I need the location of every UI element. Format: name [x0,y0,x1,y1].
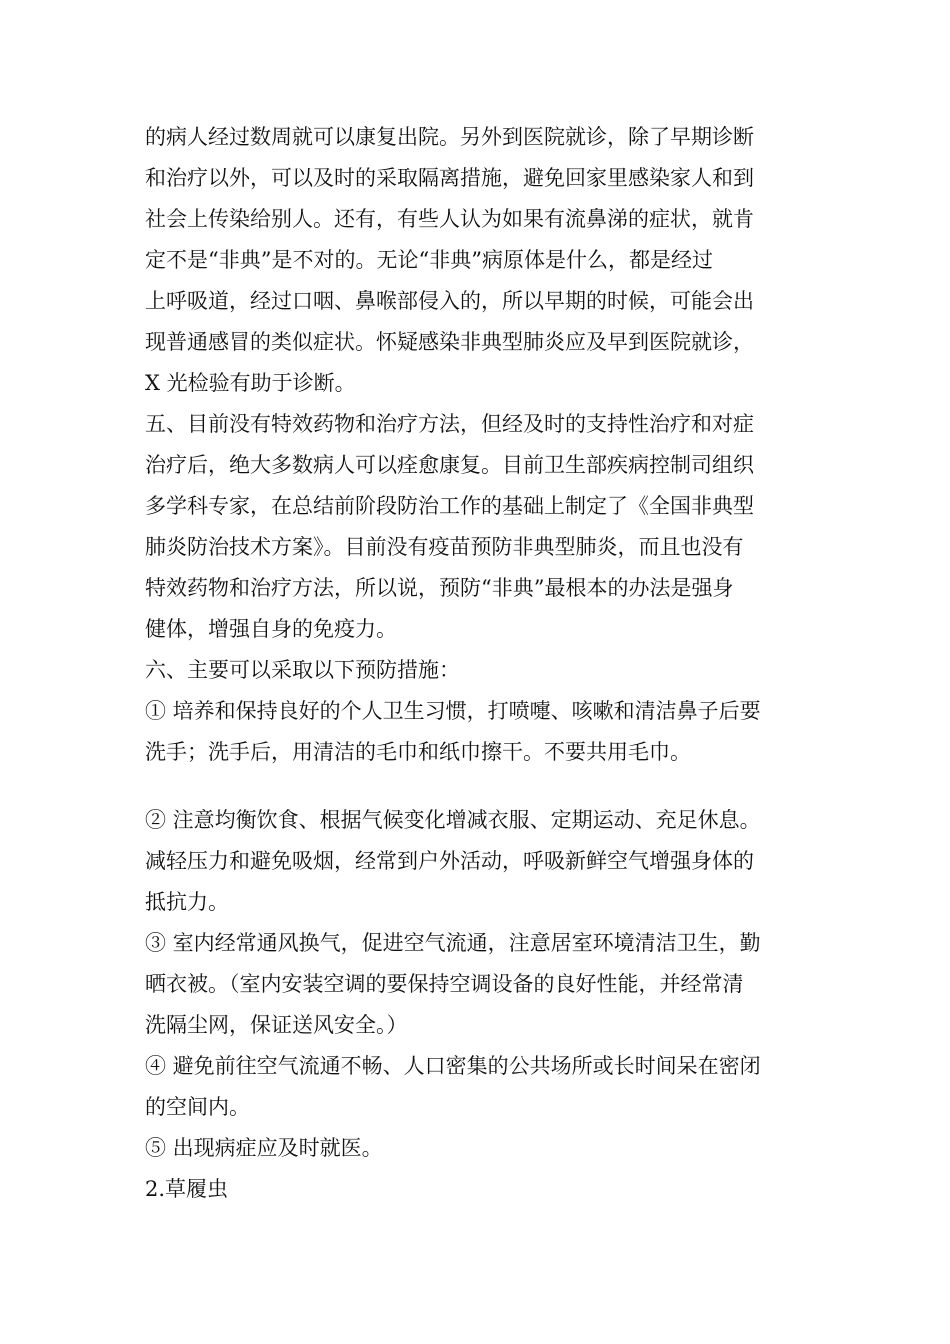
text-line: 洗隔尘网，保证送风安全。） [145,1013,408,1037]
prevention-measure-3 [145,923,825,1046]
text-line: 洗手；洗手后，用清洁的毛巾和纸巾擦干。不要共用毛巾。 [145,740,691,764]
text-line: 肺炎防治技术方案》。目前没有疫苗预防非典型肺炎，而且也没有 [145,535,744,559]
paragraph-4-continued [145,117,825,404]
text-line: 多学科专家，在总结前阶段防治工作的基础上制定了《全国非典型 [145,494,754,518]
text-line: 上呼吸道，经过口咽、鼻喉部侵入的，所以早期的时候，可能会出 [145,289,754,313]
prevention-measure-2 [145,800,825,923]
text-line: 晒衣被。（室内安装空调的要保持空调设备的良好性能，并经常清 [145,972,744,996]
document-body [145,117,825,1210]
text-line: 的空间内。 [145,1095,250,1119]
text-line: 减轻压力和避免吸烟，经常到户外活动，呼吸新鲜空气增强身体的 [145,849,754,873]
paragraph-5 [145,404,825,650]
text-line: ④ 避免前往空气流通不畅、人口密集的公共场所或长时间呆在密闭 [145,1054,761,1078]
text-line: 的病人经过数周就可以康复出院。另外到医院就诊，除了早期诊断 [145,125,754,149]
prevention-measure-4 [145,1046,825,1128]
text-line: 健体，增强自身的免疫力。 [145,617,397,641]
text-line: 治疗后，绝大多数病人可以痊愈康复。目前卫生部疾病控制司组织 [145,453,754,477]
paragraph-6-heading: 六、主要可以采取以下预防措施： [145,658,460,682]
text-line: 和治疗以外，可以及时的采取隔离措施，避免回家里感染家人和到 [145,166,754,190]
prevention-measure-1 [145,691,825,773]
text-line: 五、目前没有特效药物和治疗方法，但经及时的支持性治疗和对症 [145,412,754,436]
text-line: X 光检验有助于诊断。 [145,371,356,395]
prevention-measure-5: ⑤ 出现病症应及时就医。 [145,1136,383,1160]
paragraph-spacer [145,773,825,800]
text-line: 特效药物和治疗方法，所以说，预防“非典”最根本的办法是强身 [145,576,734,600]
text-line: ② 注意均衡饮食、根据气候变化增减衣服、定期运动、充足休息。 [145,808,761,832]
section-heading-paramecium: 2.草履虫 [145,1177,229,1201]
text-line: 抵抗力。 [145,890,229,914]
text-line: ① 培养和保持良好的个人卫生习惯，打喷嚏、咳嗽和清洁鼻子后要 [145,699,761,723]
text-line: 定不是“非典”是不对的。无论“非典”病原体是什么，都是经过 [145,248,713,272]
text-line: 社会上传染给别人。还有，有些人认为如果有流鼻涕的症状，就肯 [145,207,754,231]
text-line: ③ 室内经常通风换气，促进空气流通，注意居室环境清洁卫生，勤 [145,931,761,955]
text-line: 现普通感冒的类似症状。怀疑感染非典型肺炎应及早到医院就诊， [145,330,754,354]
